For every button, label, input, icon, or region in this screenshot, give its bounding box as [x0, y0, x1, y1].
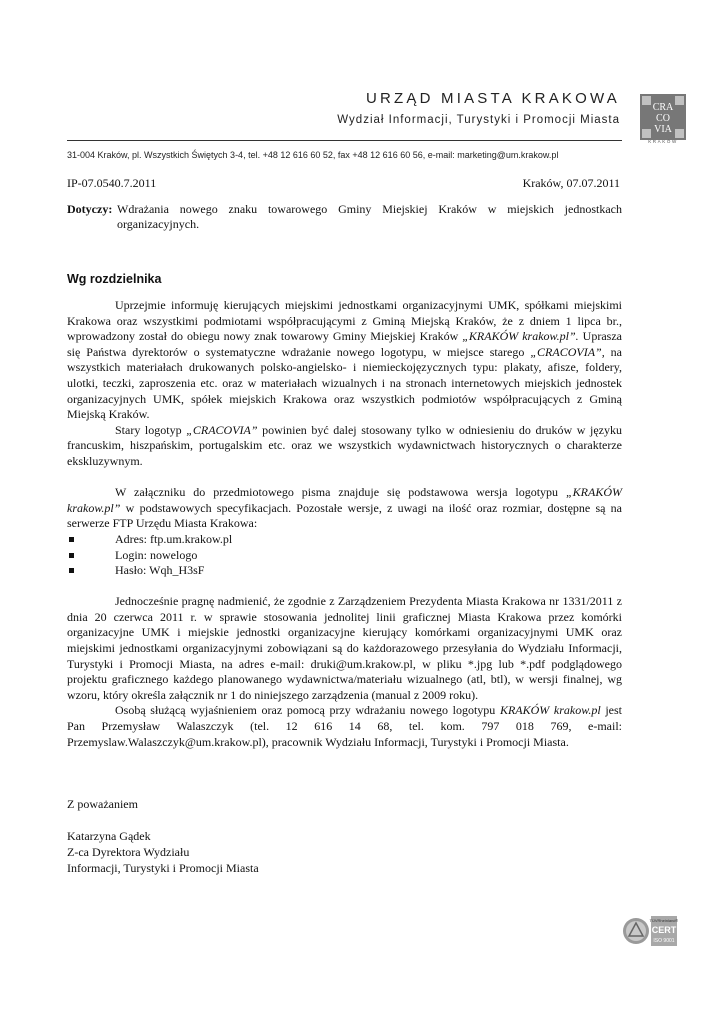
department-name: Wydział Informacji, Turystyki i Promocji Miasta [337, 114, 620, 126]
logo-line-1: CRA [652, 102, 674, 113]
paragraph-3: W załączniku do przedmiotowego pisma znajduje się podstawowa wersja logotypu „KRAKÓW krakow.pl” w podstawowych specyfikacjach. Pozostałe wersje, z uwagi na ilość oraz rozmiar, dostępne są na serwerze FTP Urzędu Miasta Krakowa: [67, 485, 622, 531]
logo-caption: KRAKÓW [648, 139, 678, 144]
letter-date: Kraków, 07.07.2011 [522, 176, 620, 190]
paragraph-2: Stary logotyp „CRACOVIA” powinien być dalej stosowany tylko w odniesieniu do druków w języku francuskim, hiszpańskim, portugalskim etc. oraz we wszystkich wydawnictwach historycznych o charakterze ekskluzywnym. [67, 422, 622, 468]
subject-block [67, 202, 622, 232]
bullet-square-icon [69, 553, 74, 558]
signer-department: Informacji, Turystyki i Promocji Miasta [67, 861, 259, 875]
paragraph-5: Osobą służącą wyjaśnieniem oraz pomocą przy wdrażaniu nowego logotypu KRAKÓW krakow.pl jest Pan Przemysław Walaszczyk (tel. 12 616 14 68, tel. kom. 797 018 769, e-mail: Przemyslaw.Walaszczyk@um.krakow.pl), pracownik Wydziału Informacji, Turystyki i Promocji Miasta. [67, 703, 623, 749]
new-logo-name: „KRAKÓW krakow.pl”. [462, 329, 579, 344]
signer-name: Katarzyna Gądek [67, 829, 151, 843]
bullet-square-icon [69, 568, 74, 573]
header-divider [67, 140, 622, 141]
ftp-details-list [67, 532, 622, 579]
logo-line-2: CO [656, 113, 670, 124]
list-item: Adres: ftp.um.krakow.pl [67, 532, 622, 548]
bullet-square-icon [69, 537, 74, 542]
letter-body [67, 298, 622, 750]
old-logo-name: „CRACOVIA”, [530, 344, 605, 359]
signer-title: Z-ca Dyrektora Wydziału [67, 845, 190, 859]
new-logo-name: „KRAKÓW krakow.pl” [67, 485, 622, 515]
list-item: Hasło: Wqh_H3sF [67, 563, 622, 579]
subject-label: Dotyczy: [67, 202, 113, 216]
paragraph-4: Jednocześnie pragnę nadmienić, że zgodnie z Zarządzeniem Prezydenta Miasta Krakowa nr 1331/2011 z dnia 20 czerwca 2011 r. w sprawie stosowania jednolitej linii graficznej Miasta Krakowa przez komórki organizacyjne UMK i miejskie jednostki organizacyjne kierujący komórkami organizacyjnymi UMK oraz miejskimi jednostkami organizacyjnymi zobowiązani są do każdorazowego przesyłania do Wydziału Informacji, Turystyki i Promocji Miasta, na adres e-mail: druki@um.krakow.pl, w pliku *.jpg lub *.pdf podglądowego projektu graficznego każdego planowanego wydawnictwa/materiału wizualnego (atl, btl), w wersji finalnej, wg wzoru, który określa załącznik nr 1 do niniejszego zarządzenia (manual z 2009 roku). [67, 594, 622, 702]
cert-iso: ISO 9001 [653, 938, 675, 944]
address-line: 31-004 Kraków, pl. Wszystkich Świętych 3-4, tel. +48 12 616 60 52, fax +48 12 616 60 56, e-mail: marketing@um.krakow.pl [67, 150, 559, 160]
closing: Z poważaniem [67, 797, 138, 811]
subject-text: Wdrażania nowego znaku towarowego Gminy Miejskiej Kraków w miejskich jednostkach organizacyjnych. [117, 202, 622, 231]
reference-number: IP-07.0540.7.2011 [67, 176, 157, 190]
signature-block [67, 828, 259, 876]
org-name: URZĄD MIASTA KRAKOWA [365, 90, 620, 107]
salutation: Wg rozdzielnika [67, 272, 162, 286]
cert-main: CERT [651, 925, 677, 935]
paragraph-1: Uprzejmie informuję kierujących miejskimi jednostkami organizacyjnymi UMK, spółkami miejskimi Krakowa oraz wszystkimi podmiotami współpracującymi z Gminą Miejską Kraków, że z dniem 1 lipca br., wprowadzony został do obiegu nowy znak towarowy Gminy Miejskiej Kraków „KRAKÓW krakow.pl”. Uprasza się Państwa dyrektorów o systematyczne wdrażanie nowego logotypu, w miejsce starego „CRACOVIA”, na wszystkich materiałach drukowanych polsko-angielsko- i niemieckojęzycznych typu: plakaty, afisze, foldery, ulotki, teczki, zaproszenia etc. oraz w materiałach wizualnych i na stronach internetowych miejskich jednostek organizacyjnych UMK, spółek miejskich Krakowa oraz wszystkich podmiotów współpracujących z Gminą Miejską Kraków. [67, 298, 623, 422]
logo-line-3: VIA [654, 124, 672, 135]
old-logo-name: „CRACOVIA” [186, 422, 258, 437]
list-item: Login: nowelogo [67, 548, 622, 564]
cracovia-logo [638, 92, 688, 146]
iso-cert-badge [622, 909, 678, 952]
cert-top: TÜVRheinland® [649, 918, 678, 923]
new-logo-name: KRAKÓW krakow.pl [499, 703, 601, 718]
